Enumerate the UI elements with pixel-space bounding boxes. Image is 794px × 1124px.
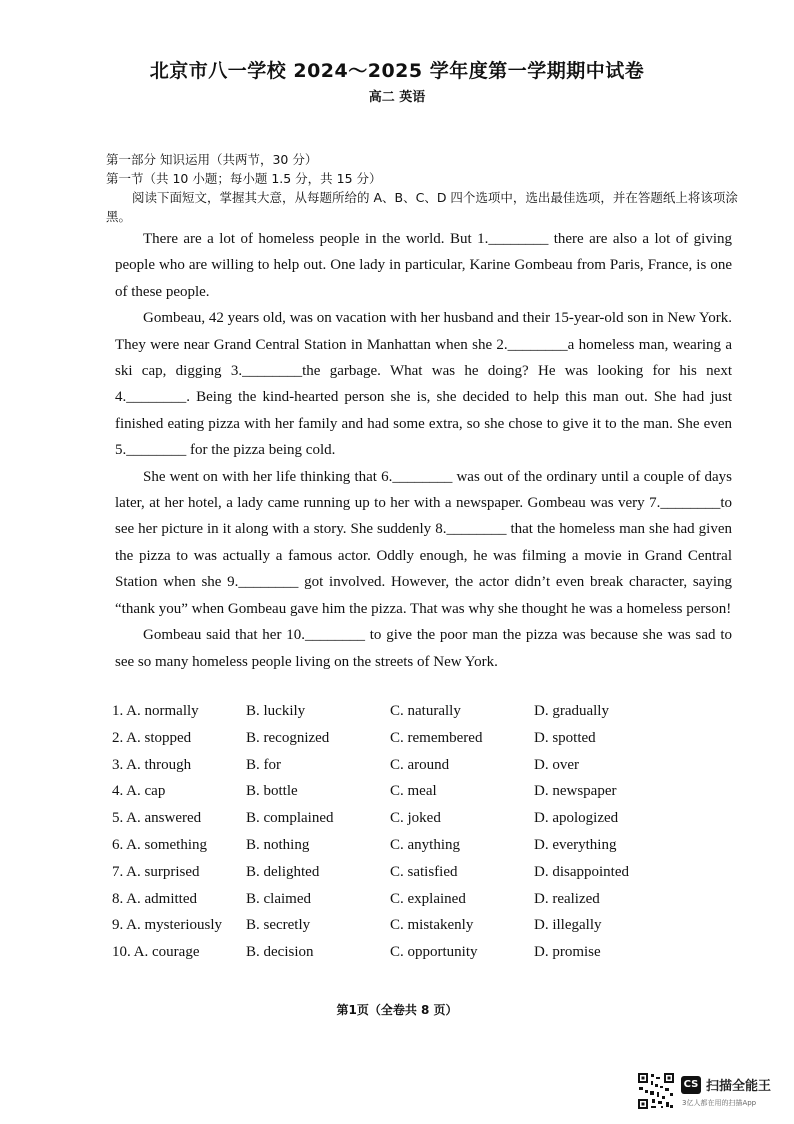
option-a: 7. A. surprised xyxy=(112,863,200,880)
option-a: 4. A. cap xyxy=(112,783,166,800)
question-row xyxy=(112,783,732,810)
option-d: D. apologized xyxy=(534,810,619,827)
question-row xyxy=(112,837,732,864)
option-a: 8. A. admitted xyxy=(112,890,197,907)
passage-paragraph: Gombeau said that her 10.________ to give the poor man the pizza was because she was sad to see so many homeless people living on the streets of New York. xyxy=(115,627,732,670)
question-row xyxy=(112,810,732,837)
option-b: B. delighted xyxy=(246,863,320,880)
part-heading: 第一部分 知识运用（共两节，30 分） xyxy=(106,152,318,167)
question-row xyxy=(112,730,732,757)
option-d: D. realized xyxy=(534,890,600,907)
option-b: B. recognized xyxy=(246,729,330,746)
option-c: C. satisfied xyxy=(390,863,458,880)
option-c: C. opportunity xyxy=(390,944,478,961)
qr-code-icon xyxy=(637,1072,675,1110)
option-a: 2. A. stopped xyxy=(112,729,192,746)
option-c: C. joked xyxy=(390,810,441,827)
instruction-text: 阅读下面短文，掌握其大意，从每题所给的 A、B、C、D 四个选项中，选出最佳选项，并在答题纸上将该项涂黑。 xyxy=(106,190,738,224)
option-b: B. for xyxy=(246,756,281,773)
option-c: C. naturally xyxy=(390,703,461,719)
option-c: C. mistakenly xyxy=(390,917,474,934)
option-d: D. illegally xyxy=(534,917,602,934)
option-c: C. meal xyxy=(390,783,437,800)
exam-subtitle: 高二 英语 xyxy=(368,90,426,105)
option-b: B. luckily xyxy=(246,703,306,719)
exam-title: 北京市八一学校 2024～2025 学年度第一学期期中试卷 xyxy=(149,60,645,82)
passage-paragraph: There are a lot of homeless people in the world. But 1.________ there are also a lot of giving people who are willing to help out. One lady in particular, Karine Gombeau from Paris, France, is one of these people. xyxy=(115,231,732,300)
option-a: 5. A. answered xyxy=(112,810,202,827)
reading-passage xyxy=(115,226,732,675)
question-row xyxy=(112,891,732,918)
subsection-heading: 第一节（共 10 小题；每小题 1.5 分，共 15 分） xyxy=(106,171,382,186)
camscanner-logo-icon: CS xyxy=(681,1076,701,1094)
option-b: B. secretly xyxy=(246,917,311,934)
option-c: C. around xyxy=(390,756,450,773)
question-row xyxy=(112,864,732,891)
option-b: B. complained xyxy=(246,810,334,827)
camscanner-tagline: 3亿人都在用的扫描App xyxy=(682,1099,757,1107)
question-row xyxy=(112,757,732,784)
question-row xyxy=(112,917,732,944)
option-d: D. gradually xyxy=(534,703,609,719)
option-c: C. anything xyxy=(390,836,460,853)
option-a: 10. A. courage xyxy=(112,944,200,961)
option-d: D. newspaper xyxy=(534,783,617,800)
option-d: D. promise xyxy=(534,944,601,961)
question-row xyxy=(112,944,732,971)
option-b: B. decision xyxy=(246,944,314,961)
option-c: C. explained xyxy=(390,890,466,907)
option-d: D. disappointed xyxy=(534,863,629,880)
option-a: 9. A. mysteriously xyxy=(112,917,223,934)
option-d: D. spotted xyxy=(534,729,596,746)
option-a: 3. A. through xyxy=(112,756,192,773)
option-b: B. bottle xyxy=(246,783,298,800)
option-a: 6. A. something xyxy=(112,836,208,853)
question-row xyxy=(112,703,732,730)
option-d: D. everything xyxy=(534,836,617,853)
option-d: D. over xyxy=(534,756,579,773)
page-footer: 第1页（全卷共 8 页） xyxy=(336,1003,458,1017)
camscanner-name: 扫描全能王 xyxy=(706,1079,772,1094)
option-b: B. nothing xyxy=(246,836,310,853)
question-options xyxy=(112,703,732,971)
option-b: B. claimed xyxy=(246,890,311,907)
passage-paragraph: She went on with her life thinking that 6.________ was out of the ordinary until a couple of days later, at her hotel, a lady came running up to her with a newspaper. Gombeau was very 7.________to see her picture in it along with a story. She suddenly 8.________ that the homeless man she had given the pizza to was actually a famous actor. Oddly enough, he was filming a movie in Grand Central Station when she 9.________ got involved. However, the actor didn’t even break character, saying “thank you” when Gombeau gave him the pizza. That was why she thought he was a homeless person! xyxy=(115,468,732,617)
passage-paragraph: Gombeau, 42 years old, was on vacation with her husband and their 15-year-old son in New York. They were near Grand Central Station in Manhattan when she 2.________a homeless man, wearing a ski cap, digging 3.________the garbage. What was he doing? He was looking for his next 4.________. Being the kind-hearted person she is, she decided to help this man out. She had just finished eating pizza with her family and had some extra, so she chose to give it to the man. She even 5.________ for the pizza being cold. xyxy=(115,310,732,459)
option-c: C. remembered xyxy=(390,729,483,746)
option-a: 1. A. normally xyxy=(112,703,199,719)
